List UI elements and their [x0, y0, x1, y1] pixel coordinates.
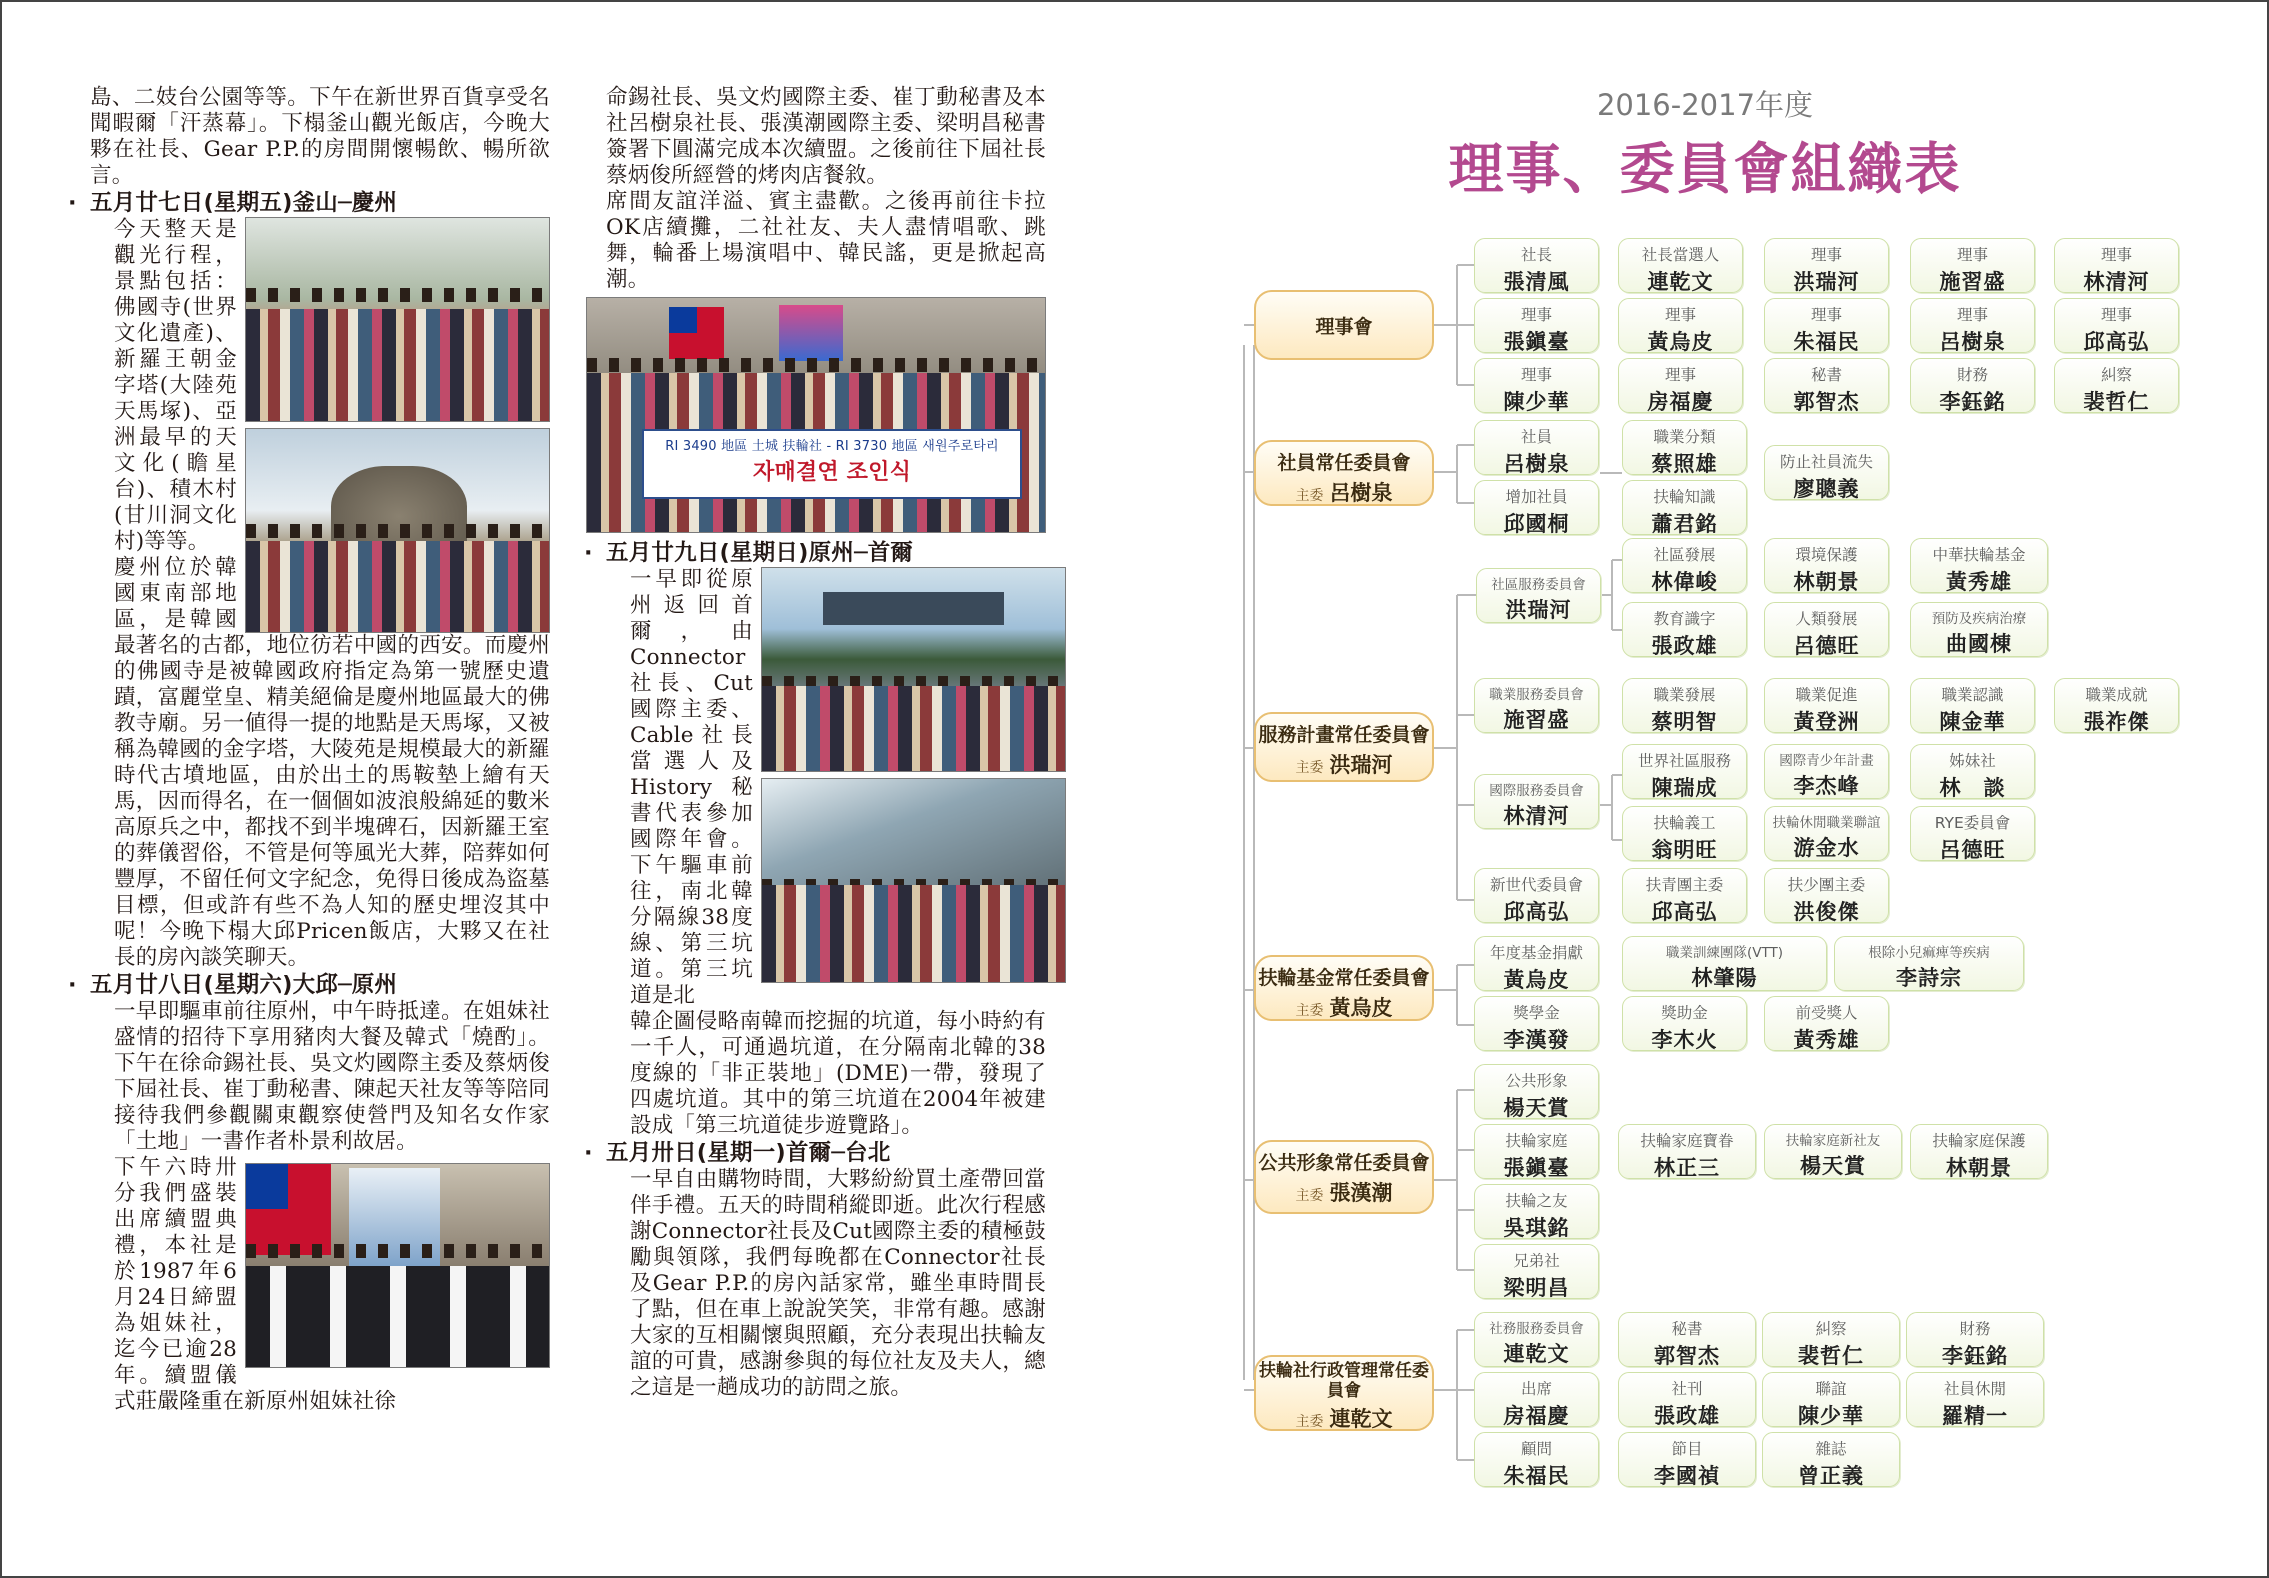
member-name: 張清風 [1503, 270, 1570, 294]
member-box [1622, 936, 1827, 991]
member-box [1764, 298, 1889, 353]
member-box [1910, 602, 2048, 657]
member-box [1618, 1124, 1756, 1179]
member-box [1474, 480, 1599, 535]
committee-title: 服務計畫常任委員會 [1258, 724, 1430, 746]
member-box [1622, 868, 1747, 923]
member-box [1764, 445, 1889, 500]
member-name: 廖聰義 [1793, 477, 1860, 501]
member-role: 理事 [1520, 366, 1552, 384]
chair-label: 主委 [1295, 760, 1324, 776]
member-role: 根除小兒痲痺等疾病 [1868, 945, 1990, 961]
member-name: 李鈺銘 [1939, 390, 2006, 414]
member-name: 施習盛 [1503, 708, 1570, 732]
member-name: 呂德旺 [1793, 634, 1860, 658]
member-role: 扶輪家庭寶眷 [1640, 1132, 1734, 1150]
heading-text: 五月廿九日(星期日)原州─首爾 [606, 540, 914, 566]
member-box [1910, 298, 2035, 353]
member-box [1474, 936, 1599, 991]
member-role: 扶輪家庭新社友 [1785, 1133, 1881, 1149]
paragraph: 韓企圖侵略南韓而挖掘的坑道，每小時約有一千人，可通過坑道，在分隔南北韓的38度線的「非正裝地」(DME)一帶，發現了四處坑道。其中的第三坑道在2004年被建設成「第三坑道徒步遊覽路」。 [630, 1009, 1046, 1138]
member-name: 連乾文 [1647, 270, 1714, 294]
member-role: 聯誼 [1815, 1380, 1847, 1398]
member-name: 楊天賞 [1800, 1154, 1866, 1178]
chair-label: 主委 [1295, 1003, 1324, 1019]
member-name: 呂樹泉 [1939, 330, 2006, 354]
member-name: 黃登洲 [1793, 710, 1860, 734]
member-role: 世界社區服務 [1637, 752, 1731, 770]
member-name: 張鎭臺 [1503, 1156, 1570, 1180]
member-role: 理事 [1810, 246, 1842, 264]
member-name: 邱國桐 [1503, 512, 1570, 536]
member-box [2054, 678, 2179, 733]
member-role: 理事 [2100, 246, 2132, 264]
heading-text: 五月廿七日(星期五)釜山─慶州 [90, 190, 398, 216]
member-box [1474, 678, 1599, 733]
member-role: 扶輪家庭保護 [1932, 1132, 2026, 1150]
member-box [1764, 868, 1889, 923]
member-box [1764, 678, 1889, 733]
committee-chair: 主委 連乾文 [1295, 1407, 1393, 1431]
member-name: 林清河 [2083, 270, 2150, 294]
member-role: 國際青少年計畫 [1779, 753, 1874, 769]
member-role: 理事 [1664, 366, 1696, 384]
member-role: 職業認識 [1941, 686, 2004, 704]
member-role: 職業成就 [2085, 686, 2148, 704]
member-name: 洪俊傑 [1793, 900, 1860, 924]
section-heading: · 五月廿八日(星期六)大邱─原州 [68, 972, 398, 998]
member-box [1618, 358, 1743, 413]
committee-chair: 主委 洪瑞河 [1295, 753, 1393, 777]
member-box [1622, 744, 1747, 799]
member-box [1762, 1432, 1900, 1487]
member-box [1622, 996, 1747, 1051]
member-name: 邱高弘 [2083, 330, 2150, 354]
member-name: 陳少華 [1798, 1404, 1864, 1428]
member-role: 人類發展 [1795, 610, 1858, 628]
member-name: 洪瑞河 [1793, 270, 1860, 294]
member-box [1764, 996, 1889, 1051]
member-name: 林正三 [1654, 1156, 1720, 1180]
member-box [1474, 1064, 1599, 1119]
committee-header [1254, 712, 1434, 782]
member-name: 蔡照雄 [1651, 452, 1718, 476]
committee-header [1254, 1140, 1434, 1214]
member-name: 連乾文 [1503, 1342, 1570, 1366]
member-role: 前受獎人 [1795, 1004, 1858, 1022]
member-role: 理事 [1956, 246, 1988, 264]
member-name: 張祚傑 [2083, 710, 2150, 734]
member-box [1910, 744, 2035, 799]
paragraph: 席間友誼洋溢、賓主盡歡。之後再前往卡拉OK店續攤，二社社友、夫人盡情唱歌、跳舞，輪番上場演唱中、韓民謠，更是掀起高潮。 [606, 189, 1046, 292]
member-box [1622, 420, 1747, 475]
section-heading: · 五月廿七日(星期五)釜山─慶州 [68, 190, 398, 216]
committee-chair: 主委 黃烏皮 [1295, 996, 1393, 1020]
member-name: 李詩宗 [1896, 966, 1962, 990]
member-role: 職業訓練團隊(VTT) [1665, 945, 1784, 961]
member-role: 社區服務委員會 [1491, 577, 1586, 593]
paragraph: 命錫社長、吳文灼國際主委、崔丁動秘書及本社呂樹泉社長、張漢潮國際主委、梁明昌秘書簽署下圓滿完成本次續盟。之後前往下屆社長蔡炳俊所經營的烤肉店餐敘。 [606, 85, 1046, 188]
paragraph: 島、二妓台公園等等。下午在新世界百貨享受名聞暇爾「汗蒸幕」。下榻釜山觀光飯店，今晚大夥在社長、Gear P.P.的房間開懷暢飲、暢所欲言。 [90, 85, 550, 188]
committee-title: 社員常任委員會 [1277, 452, 1411, 474]
member-role: 糾察 [1815, 1320, 1847, 1338]
heading-text: 五月廿八日(星期六)大邱─原州 [90, 972, 398, 998]
member-role: 秘書 [1671, 1320, 1703, 1338]
member-name: 李木火 [1651, 1028, 1718, 1052]
member-name: 楊天賞 [1503, 1096, 1570, 1120]
committee-header [1254, 1355, 1434, 1431]
member-role: 扶輪知識 [1653, 488, 1716, 506]
member-role: RYE委員會 [1934, 814, 2011, 832]
member-role: 社員休閒 [1943, 1380, 2006, 1398]
member-name: 李漢發 [1503, 1028, 1570, 1052]
chart-year: 2016-2017年度 [1596, 88, 1814, 122]
paragraph: 慶州位於韓國東南部地區，是韓國最著名的古都，地位彷若中國的西安。而慶州的佛國寺是被韓國政府指定為第一號歷史遺蹟，富麗堂皇、精美絕倫是慶州地區最大的佛教寺廟。另一値得一提的地點是天馬塚，又被稱為韓國的金字塔，大陵苑是規模最大的新羅時代古墳地區，由於出土的馬鞍墊上繪有天馬，因而得名，在一個個如波浪般綿延的數米高原兵之中，都找不到半塊碑石，因新羅王室的葬儀習俗，不管是何等風光大葬，陪葬如何豐厚，不留任何文字紀念，免得日後成為盜墓目標，但或許有些不為人知的歷史埋沒其中呢！今晚下榻大邱Pricen飯店，大夥又在社長的房內談笑聊天。 [114, 555, 550, 970]
member-box [1618, 238, 1743, 293]
member-role: 職業服務委員會 [1489, 687, 1584, 703]
member-role: 社員 [1520, 428, 1552, 446]
member-box [1910, 1124, 2048, 1179]
member-box [1764, 238, 1889, 293]
member-box [1474, 420, 1599, 475]
member-role: 理事 [2100, 306, 2132, 324]
member-role: 扶輪休閒職業聯誼 [1772, 815, 1881, 831]
member-role: 財務 [1956, 366, 1988, 384]
member-role: 中華扶輪基金 [1932, 546, 2026, 564]
member-name: 邱高弘 [1651, 900, 1718, 924]
member-role: 職業發展 [1653, 686, 1716, 704]
member-box [1474, 298, 1599, 353]
member-name: 裴哲仁 [2083, 390, 2150, 414]
member-role: 扶青團主委 [1645, 876, 1724, 894]
member-role: 公共形象 [1505, 1072, 1568, 1090]
member-name: 朱福民 [1503, 1464, 1570, 1488]
member-role: 節目 [1671, 1440, 1703, 1458]
member-name: 呂樹泉 [1503, 452, 1570, 476]
member-role: 職業分類 [1653, 428, 1716, 446]
member-box [1622, 678, 1747, 733]
member-role: 扶少團主委 [1787, 876, 1866, 894]
member-name: 梁明昌 [1503, 1276, 1570, 1300]
member-name: 林 談 [1939, 776, 2006, 800]
member-name: 李國禎 [1654, 1464, 1720, 1488]
chart-title: 理事、委員會組織表 [1448, 137, 1962, 201]
member-box [1474, 1244, 1599, 1299]
member-name: 林朝景 [1793, 570, 1860, 594]
member-role: 理事 [1810, 306, 1842, 324]
paragraph: 一早自由購物時間，大夥紛紛買土產帶回當伴手禮。五天的時間稍縱即逝。此次行程感謝Connector社長及Cut國際主委的積極鼓勵與領隊，我們每晚都在Connector社長及Gear P.P.的房內話家常，雖坐車時間長了點，但在車上說說笑笑，非常有趣。感謝大家的互相關懷與照顧，充分表現出扶輪友誼的可貴，感謝參與的每位社友及夫人，總之這是一趟成功的訪問之旅。 [630, 1167, 1046, 1400]
member-name: 蕭君銘 [1651, 512, 1718, 536]
committee-title: 公共形象常任委員會 [1258, 1152, 1430, 1174]
member-role: 社務服務委員會 [1489, 1321, 1584, 1337]
committee-title: 扶輪基金常任委員會 [1258, 967, 1430, 989]
member-name: 黃烏皮 [1647, 330, 1714, 354]
member-box [1906, 1372, 2044, 1427]
member-role: 獎助金 [1661, 1004, 1708, 1022]
member-box [1618, 1312, 1756, 1367]
member-role: 職業促進 [1795, 686, 1858, 704]
member-name: 羅精一 [1942, 1404, 2008, 1428]
committee-chair: 主委 呂樹泉 [1295, 481, 1393, 505]
paragraph: 今天整天是觀光行程，景點包括：佛國寺(世界文化遺產)、新羅王朝金字塔(大陸苑天馬塚)、亞洲最早的天文化(瞻星台)、積木村(甘川洞文化村)等等。 [114, 217, 237, 554]
committee-header [1254, 955, 1434, 1021]
member-role: 社長當選人 [1641, 246, 1720, 264]
member-box [1474, 868, 1599, 923]
member-name: 黃秀雄 [1793, 1028, 1860, 1052]
member-box [1474, 1372, 1599, 1427]
member-box [1764, 1124, 1902, 1179]
paragraph: 一早即從原州返回首爾，由Connector社長、Cut國際主委、Cable社長當選人及History秘書代表參加國際年會。下午驅車前往，南北韓分隔線38度線、第三坑道。第三坑道是北 [630, 567, 753, 1008]
member-name: 蔡明智 [1651, 710, 1718, 734]
member-name: 呂德旺 [1939, 838, 2006, 862]
member-box [1618, 1432, 1756, 1487]
member-name: 陳少華 [1503, 390, 1570, 414]
member-name: 邱高弘 [1503, 900, 1570, 924]
member-name: 林清河 [1503, 804, 1570, 828]
member-role: 糾察 [2100, 366, 2132, 384]
member-role: 顧問 [1520, 1440, 1552, 1458]
member-box [1476, 568, 1601, 623]
member-box [1764, 744, 1889, 799]
member-box [1910, 358, 2035, 413]
member-role: 財務 [1959, 1320, 1991, 1338]
member-role: 扶輪家庭 [1505, 1132, 1568, 1150]
member-role: 秘書 [1810, 366, 1842, 384]
member-box [1762, 1312, 1900, 1367]
member-box [1906, 1312, 2044, 1367]
member-name: 林肇陽 [1691, 966, 1758, 990]
member-box [1622, 602, 1747, 657]
member-name: 林朝景 [1946, 1156, 2012, 1180]
member-name: 李杰峰 [1793, 774, 1860, 798]
member-name: 李鈺銘 [1942, 1344, 2008, 1368]
member-box [1910, 678, 2035, 733]
member-role: 理事 [1520, 306, 1552, 324]
paragraph: 一早即驅車前往原州，中午時抵達。在姐妹社盛情的招待下享用豬肉大餐及韓式「燒酌」。下午在徐命錫社長、吳文灼國際主委及蔡炳俊下屆社長、崔丁動秘書、陳起天社友等等陪同接待我們參觀關東觀察使營門及知名女作家「土地」一書作者朴景利故居。 [114, 999, 550, 1154]
member-box [1618, 1372, 1756, 1427]
member-name: 房福慶 [1647, 390, 1714, 414]
member-box [1474, 1124, 1599, 1179]
member-box [1764, 806, 1889, 861]
member-name: 張政雄 [1654, 1404, 1720, 1428]
member-box [1910, 806, 2035, 861]
member-name: 朱福民 [1793, 330, 1860, 354]
member-name: 吳琪銘 [1503, 1216, 1570, 1240]
member-name: 翁明旺 [1651, 838, 1718, 862]
member-role: 社長 [1520, 246, 1552, 264]
committee-header [1254, 440, 1434, 506]
heading-text: 五月卅日(星期一)首爾─台北 [606, 1140, 891, 1166]
member-name: 曲國棟 [1946, 632, 2012, 656]
chair-label: 主委 [1295, 1188, 1324, 1204]
banner-line-2: 자매결연 조인식 [753, 460, 912, 486]
member-box [1764, 602, 1889, 657]
member-role: 出席 [1520, 1380, 1552, 1398]
member-name: 郭智杰 [1654, 1344, 1720, 1368]
member-role: 理事 [1664, 306, 1696, 324]
member-box [1474, 1312, 1599, 1367]
member-box [1910, 238, 2035, 293]
committee-title: 扶輪社行政管理常任委員會 [1259, 1361, 1429, 1401]
member-role: 雜誌 [1815, 1440, 1847, 1458]
member-role: 社區發展 [1653, 546, 1716, 564]
member-name: 陳瑞成 [1651, 776, 1718, 800]
member-role: 年度基金捐獻 [1489, 944, 1583, 962]
member-role: 增加社員 [1505, 488, 1568, 506]
member-role: 教育識字 [1653, 610, 1716, 628]
member-box [2054, 358, 2179, 413]
member-name: 黃烏皮 [1503, 968, 1570, 992]
chair-label: 主委 [1295, 1414, 1324, 1430]
member-name: 施習盛 [1939, 270, 2006, 294]
committee-header [1254, 290, 1434, 360]
member-name: 張政雄 [1651, 634, 1718, 658]
member-box [1474, 1184, 1599, 1239]
member-box [1622, 480, 1747, 535]
member-box [2054, 238, 2179, 293]
chair-label: 主委 [1295, 488, 1324, 504]
banner-line-1: RI 3490 地區 土城 扶輪社 - RI 3730 地區 새원주로타리 [665, 439, 999, 455]
member-box [1762, 1372, 1900, 1427]
member-role: 國際服務委員會 [1489, 783, 1584, 799]
member-role: 兄弟社 [1513, 1252, 1560, 1270]
member-role: 姊妹社 [1949, 752, 1996, 770]
member-name: 游金水 [1793, 836, 1860, 860]
member-name: 曾正義 [1798, 1464, 1864, 1488]
member-box [1474, 1432, 1599, 1487]
committee-title: 理事會 [1315, 316, 1373, 338]
member-name: 裴哲仁 [1798, 1344, 1864, 1368]
member-box [1474, 238, 1599, 293]
member-name: 洪瑞河 [1505, 598, 1572, 622]
member-box [1474, 774, 1599, 829]
member-name: 張鎭臺 [1503, 330, 1570, 354]
member-name: 林偉峻 [1651, 570, 1718, 594]
member-role: 扶輪義工 [1653, 814, 1716, 832]
member-role: 理事 [1956, 306, 1988, 324]
member-box [1474, 996, 1599, 1051]
member-name: 房福慶 [1503, 1404, 1570, 1428]
member-name: 黃秀雄 [1946, 570, 2012, 594]
member-box [1622, 806, 1747, 861]
section-heading: · 五月卅日(星期一)首爾─台北 [584, 1140, 891, 1166]
member-box [1618, 298, 1743, 353]
member-role: 新世代委員會 [1489, 876, 1583, 894]
member-box [1622, 538, 1747, 593]
member-box [1474, 358, 1599, 413]
member-box [1910, 538, 2048, 593]
member-role: 社刊 [1671, 1380, 1703, 1398]
member-box [1834, 936, 2024, 991]
section-heading: · 五月廿九日(星期日)原州─首爾 [584, 540, 914, 566]
member-name: 郭智杰 [1793, 390, 1860, 414]
member-role: 環境保護 [1795, 546, 1858, 564]
member-name: 陳金華 [1939, 710, 2006, 734]
committee-chair: 主委 張漢潮 [1295, 1181, 1393, 1205]
paragraph: 下午六時卅分我們盛裝出席續盟典禮，本社是於1987年6月24日締盟為姐妹社，迄今已逾28年。續盟儀式莊嚴隆重在新原州姐妹社徐 [114, 1155, 397, 1414]
member-role: 防止社員流失 [1779, 453, 1873, 471]
member-box [1764, 358, 1889, 413]
member-box [1764, 538, 1889, 593]
member-role: 獎學金 [1513, 1004, 1560, 1022]
member-role: 扶輪之友 [1505, 1192, 1568, 1210]
member-role: 預防及疾病治療 [1931, 611, 2027, 627]
member-box [2054, 298, 2179, 353]
